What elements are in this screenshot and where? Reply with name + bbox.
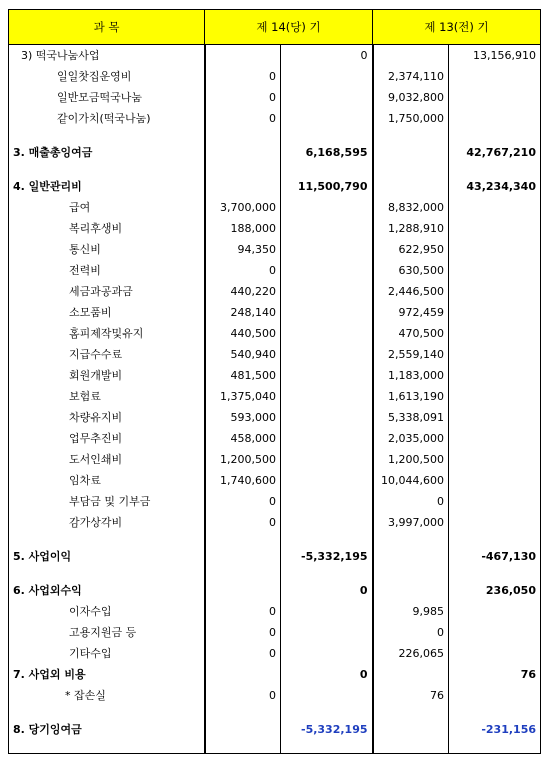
prior-detail: 0 — [373, 491, 449, 512]
current-subtotal — [281, 302, 373, 323]
prior-subtotal — [449, 643, 541, 664]
spacer-row — [9, 740, 541, 754]
prior-detail — [373, 176, 449, 197]
current-subtotal: 0 — [281, 45, 373, 67]
current-detail: 540,940 — [205, 344, 281, 365]
line-item-row — [9, 449, 541, 470]
prior-subtotal — [449, 491, 541, 512]
prior-detail: 2,559,140 — [373, 344, 449, 365]
section-row — [9, 580, 541, 601]
account-name: 7. 사업외 비용 — [9, 664, 205, 685]
account-name: 세금과공과금 — [9, 281, 205, 302]
current-detail — [205, 176, 281, 197]
prior-subtotal — [449, 108, 541, 129]
account-name: 6. 사업외수익 — [9, 580, 205, 601]
prior-detail: 972,459 — [373, 302, 449, 323]
spacer-row — [9, 533, 541, 546]
account-name: 고용지원금 등 — [9, 622, 205, 643]
line-item-row — [9, 512, 541, 533]
prior-subtotal — [449, 386, 541, 407]
prior-detail: 9,032,800 — [373, 87, 449, 108]
prior-subtotal: 76 — [449, 664, 541, 685]
line-item-row — [9, 622, 541, 643]
current-subtotal — [281, 218, 373, 239]
current-subtotal: 0 — [281, 664, 373, 685]
current-subtotal — [281, 622, 373, 643]
current-subtotal: 0 — [281, 580, 373, 601]
prior-detail — [373, 664, 449, 685]
prior-subtotal — [449, 601, 541, 622]
prior-subtotal — [449, 449, 541, 470]
current-subtotal — [281, 407, 373, 428]
statement-table — [8, 9, 541, 754]
prior-subtotal — [449, 218, 541, 239]
prior-detail: 8,832,000 — [373, 197, 449, 218]
account-name: 4. 일반관리비 — [9, 176, 205, 197]
prior-detail: 622,950 — [373, 239, 449, 260]
prior-subtotal — [449, 302, 541, 323]
current-subtotal — [281, 260, 373, 281]
header-row — [9, 10, 541, 45]
current-subtotal — [281, 87, 373, 108]
income-statement — [8, 9, 541, 754]
prior-subtotal — [449, 66, 541, 87]
prior-detail — [373, 142, 449, 163]
account-name: 지급수수료 — [9, 344, 205, 365]
account-name: 5. 사업이익 — [9, 546, 205, 567]
account-name: 보험료 — [9, 386, 205, 407]
account-name: 회원개발비 — [9, 365, 205, 386]
current-detail: 248,140 — [205, 302, 281, 323]
account-name: 소모품비 — [9, 302, 205, 323]
prior-subtotal — [449, 365, 541, 386]
prior-detail: 1,288,910 — [373, 218, 449, 239]
prior-detail: 10,044,600 — [373, 470, 449, 491]
prior-detail — [373, 45, 449, 67]
account-name: 급여 — [9, 197, 205, 218]
line-item-row — [9, 491, 541, 512]
prior-detail: 470,500 — [373, 323, 449, 344]
section-row — [9, 176, 541, 197]
current-detail: 188,000 — [205, 218, 281, 239]
prior-detail: 2,446,500 — [373, 281, 449, 302]
line-item-row — [9, 239, 541, 260]
current-subtotal — [281, 365, 373, 386]
account-name: 같이가치(떡국나눔) — [9, 108, 205, 129]
current-subtotal — [281, 323, 373, 344]
account-name: 임차료 — [9, 470, 205, 491]
spacer-row — [9, 567, 541, 580]
account-name: 업무추진비 — [9, 428, 205, 449]
current-subtotal — [281, 643, 373, 664]
prior-detail: 630,500 — [373, 260, 449, 281]
account-name: 차량유지비 — [9, 407, 205, 428]
current-subtotal: 11,500,790 — [281, 176, 373, 197]
spacer-row — [9, 129, 541, 142]
total-row — [9, 719, 541, 740]
line-item-row — [9, 344, 541, 365]
account-name: 3) 떡국나눔사업 — [9, 45, 205, 67]
prior-detail: 1,183,000 — [373, 365, 449, 386]
line-item-row — [9, 302, 541, 323]
line-item-row — [9, 87, 541, 108]
prior-subtotal: 13,156,910 — [449, 45, 541, 67]
line-item-row — [9, 323, 541, 344]
account-name: 일반모금떡국나눔 — [9, 87, 205, 108]
account-name: 부담금 및 기부금 — [9, 491, 205, 512]
line-item-row — [9, 470, 541, 491]
current-detail — [205, 664, 281, 685]
prior-detail: 3,997,000 — [373, 512, 449, 533]
current-detail — [205, 719, 281, 740]
section-row — [9, 664, 541, 685]
prior-subtotal — [449, 87, 541, 108]
current-subtotal — [281, 470, 373, 491]
account-name: * 잡손실 — [9, 685, 205, 706]
current-subtotal — [281, 197, 373, 218]
account-name: 복리후생비 — [9, 218, 205, 239]
line-item-row — [9, 643, 541, 664]
line-item-row — [9, 601, 541, 622]
account-name: 홈피제작및유지 — [9, 323, 205, 344]
current-detail: 481,500 — [205, 365, 281, 386]
account-name: 3. 매출총잉여금 — [9, 142, 205, 163]
account-name: 일일찻집운영비 — [9, 66, 205, 87]
current-subtotal — [281, 281, 373, 302]
prior-detail: 1,613,190 — [373, 386, 449, 407]
prior-subtotal: -467,130 — [449, 546, 541, 567]
account-name: 감가상각비 — [9, 512, 205, 533]
current-detail — [205, 580, 281, 601]
current-detail — [205, 546, 281, 567]
prior-subtotal — [449, 685, 541, 706]
prior-detail: 1,750,000 — [373, 108, 449, 129]
current-detail: 1,375,040 — [205, 386, 281, 407]
current-detail: 0 — [205, 601, 281, 622]
prior-subtotal — [449, 407, 541, 428]
header-current-period: 제 14(당) 기 — [205, 10, 373, 45]
current-subtotal — [281, 685, 373, 706]
prior-detail: 76 — [373, 685, 449, 706]
prior-subtotal — [449, 428, 541, 449]
current-subtotal: -5,332,195 — [281, 719, 373, 740]
header-account: 과 목 — [9, 10, 205, 45]
prior-detail: 226,065 — [373, 643, 449, 664]
current-detail: 440,500 — [205, 323, 281, 344]
account-name: 8. 당기잉여금 — [9, 719, 205, 740]
current-detail: 0 — [205, 491, 281, 512]
line-item-row — [9, 386, 541, 407]
current-subtotal — [281, 512, 373, 533]
prior-subtotal — [449, 323, 541, 344]
prior-detail: 5,338,091 — [373, 407, 449, 428]
prior-subtotal — [449, 197, 541, 218]
account-name: 전력비 — [9, 260, 205, 281]
line-item-row — [9, 365, 541, 386]
current-detail: 458,000 — [205, 428, 281, 449]
current-subtotal — [281, 66, 373, 87]
current-detail: 0 — [205, 87, 281, 108]
prior-subtotal — [449, 470, 541, 491]
prior-subtotal — [449, 512, 541, 533]
prior-subtotal: -231,156 — [449, 719, 541, 740]
current-subtotal — [281, 449, 373, 470]
prior-subtotal: 43,234,340 — [449, 176, 541, 197]
prior-subtotal — [449, 281, 541, 302]
current-detail: 3,700,000 — [205, 197, 281, 218]
current-subtotal — [281, 344, 373, 365]
spacer-row — [9, 163, 541, 176]
prior-detail: 0 — [373, 622, 449, 643]
current-detail: 440,220 — [205, 281, 281, 302]
prior-subtotal — [449, 344, 541, 365]
current-subtotal: -5,332,195 — [281, 546, 373, 567]
prior-detail: 2,374,110 — [373, 66, 449, 87]
header-prior-period: 제 13(전) 기 — [373, 10, 541, 45]
current-subtotal: 6,168,595 — [281, 142, 373, 163]
current-detail: 1,200,500 — [205, 449, 281, 470]
prior-detail: 1,200,500 — [373, 449, 449, 470]
current-detail: 0 — [205, 260, 281, 281]
prior-subtotal: 42,767,210 — [449, 142, 541, 163]
line-item-row — [9, 108, 541, 129]
prior-detail: 2,035,000 — [373, 428, 449, 449]
prior-subtotal: 236,050 — [449, 580, 541, 601]
account-name: 기타수입 — [9, 643, 205, 664]
prior-subtotal — [449, 260, 541, 281]
line-item-row — [9, 685, 541, 706]
line-item-row — [9, 218, 541, 239]
spacer-row — [9, 706, 541, 719]
current-subtotal — [281, 428, 373, 449]
current-detail: 0 — [205, 643, 281, 664]
current-detail: 0 — [205, 622, 281, 643]
current-detail: 0 — [205, 512, 281, 533]
section-row — [9, 546, 541, 567]
section-row — [9, 142, 541, 163]
line-item-row — [9, 197, 541, 218]
line-item-row — [9, 428, 541, 449]
prior-subtotal — [449, 239, 541, 260]
line-item-row — [9, 66, 541, 87]
account-name: 통신비 — [9, 239, 205, 260]
current-detail: 593,000 — [205, 407, 281, 428]
current-subtotal — [281, 601, 373, 622]
current-detail — [205, 142, 281, 163]
current-detail: 1,740,600 — [205, 470, 281, 491]
prior-detail: 9,985 — [373, 601, 449, 622]
account-name: 도서인쇄비 — [9, 449, 205, 470]
current-subtotal — [281, 239, 373, 260]
line-item-row — [9, 407, 541, 428]
prior-subtotal — [449, 622, 541, 643]
prior-detail — [373, 580, 449, 601]
account-name: 이자수입 — [9, 601, 205, 622]
current-subtotal — [281, 491, 373, 512]
prior-detail — [373, 719, 449, 740]
current-subtotal — [281, 108, 373, 129]
current-detail — [205, 45, 281, 67]
line-item-row — [9, 260, 541, 281]
current-detail: 94,350 — [205, 239, 281, 260]
prior-detail — [373, 546, 449, 567]
current-subtotal — [281, 386, 373, 407]
current-detail: 0 — [205, 685, 281, 706]
line-item-row — [9, 45, 541, 67]
current-detail: 0 — [205, 108, 281, 129]
current-detail: 0 — [205, 66, 281, 87]
line-item-row — [9, 281, 541, 302]
